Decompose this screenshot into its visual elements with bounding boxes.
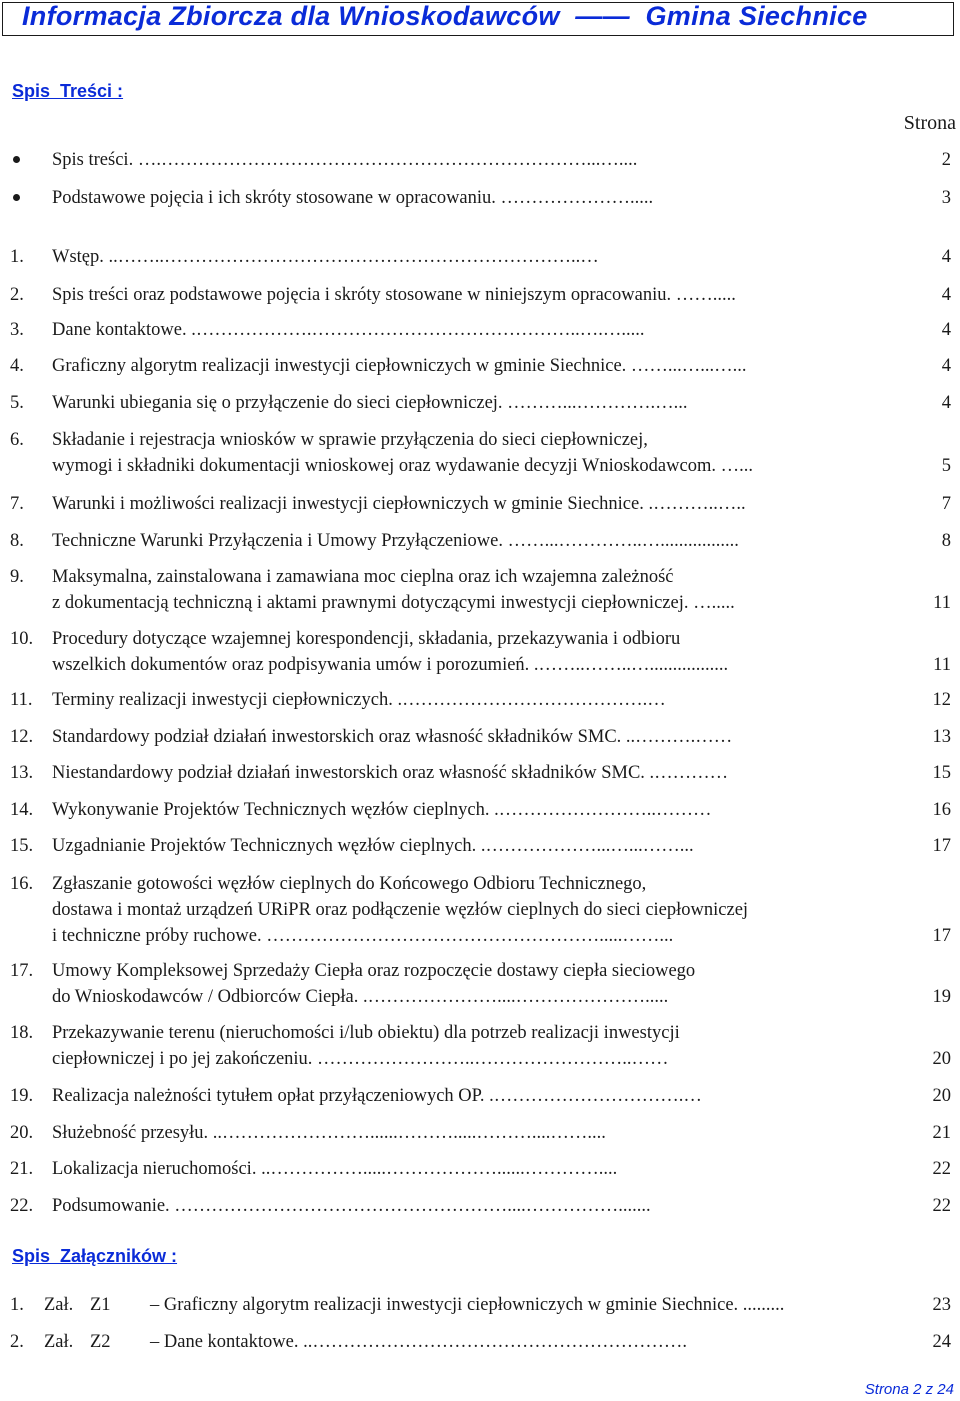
page-column-label: Strona [903,112,956,134]
toc-entry-number: 1. [10,247,24,267]
toc-entry-number: 11. [10,690,33,710]
toc-entry [0,318,960,342]
toc-entry-number: 10. [10,629,34,649]
toc-entry [0,1194,960,1218]
toc-entry [0,245,960,269]
toc-entry-page: 4 [941,285,951,305]
toc-entry-page: 21 [932,1123,951,1143]
toc-entry-number: 19. [10,1086,34,1106]
toc-entry-number: 3. [10,320,24,340]
toc-entry [0,354,960,378]
toc-entry-number: 4. [10,356,24,376]
toc-entry-number: 7. [10,494,24,514]
toc-entry-title: Spis treści oraz podstawowe pojęcia i skróty stosowane w niniejszym opracowaniu. ……..... [52,285,736,305]
toc-entry [0,725,960,749]
toc-entry-page: 16 [932,800,951,820]
toc-entry-title: Standardowy podział działań inwestorskich oraz własność składników SMC. ..……….…… [52,727,733,747]
toc-entry-page: 4 [941,320,951,340]
bullet-icon [13,194,20,201]
toc-entry-number: 9. [10,567,24,587]
toc-entry [0,391,960,415]
toc-entry [0,872,960,896]
toc-entry-page: 15 [932,763,951,783]
toc-entry-number: 2. [10,285,24,305]
attachment-label: Zał. [44,1295,74,1315]
toc-entry-title: Wstęp. ..……..…………………………………………………………..… [52,247,599,267]
toc-entry-title: Maksymalna, zainstalowana i zamawiana moc cieplna oraz ich wzajemna zależność [52,567,674,587]
attachment-label: Zał. [44,1332,74,1352]
toc-entry-title: Podstawowe pojęcia i ich skróty stosowane w opracowaniu. …………………..... [52,188,654,208]
toc-entry [0,627,960,651]
toc-entry-page: 4 [941,247,951,267]
attachment-number: 2. [10,1332,24,1352]
toc-entry-continuation [0,591,960,615]
toc-entry-title: z dokumentacją techniczną i aktami prawnymi dotyczącymi inwestycji ciepłowniczej. …..... [52,593,735,613]
toc-entry-continuation [0,924,960,948]
toc-entry [0,283,960,307]
toc-entry-page: 13 [932,727,951,747]
attachment-title: – Dane kontaktowe. ..……………………………………………………. [150,1332,687,1352]
toc-entry-number: 16. [10,874,34,894]
toc-heading: Spis Treści : [12,81,124,101]
toc-entry-page: 20 [932,1049,951,1069]
toc-entry-page: 8 [941,531,951,551]
toc-entry-number: 17. [10,961,34,981]
toc-entry-title: Spis treści. ….……………………………………………………………...….... [52,150,638,170]
toc-entry-page: 4 [941,356,951,376]
toc-entry-title: Umowy Kompleksowej Sprzedaży Ciepła oraz rozpoczęcie dostawy ciepła sieciowego [52,961,696,981]
attachment-entry [0,1293,960,1317]
toc-entry-page: 11 [933,593,951,613]
toc-entry-number: 14. [10,800,34,820]
toc-entry-number: 12. [10,727,34,747]
toc-entry [0,1084,960,1108]
attachment-page: 24 [932,1332,951,1352]
toc-entry [0,1021,960,1045]
toc-entry-title: ciepłowniczej i po jej zakończeniu. ……………………..……………………..…… [52,1049,669,1069]
toc-entry-page: 22 [932,1196,951,1216]
toc-entry-title: i techniczne próby ruchowe. ……………………………………………….....……... [52,926,674,946]
toc-entry-page: 7 [941,494,951,514]
toc-entry-page: 3 [941,188,951,208]
toc-entry-title: Terminy realizacji inwestycji ciepłowniczych. .………………………………….… [52,690,666,710]
toc-entry-number: 18. [10,1023,34,1043]
toc-entry-title: Realizacja należności tytułem opłat przyłączeniowych OP. .………………………….… [52,1086,702,1106]
toc-entry-title: Uzgadnianie Projektów Technicznych węzłów cieplnych. .………………...…...……... [52,836,694,856]
toc-entry-number: 13. [10,763,34,783]
bullet-icon [13,156,20,163]
toc-entry-number: 22. [10,1196,34,1216]
attachment-page: 23 [932,1295,951,1315]
toc-entry [0,148,960,172]
toc-entry-number: 8. [10,531,24,551]
page-footer: Strona 2 z 24 [864,1381,954,1398]
toc-entry-title: wszelkich dokumentów oraz podpisywania umów i porozumień. .……..……..…................. [52,655,729,675]
toc-entry-title: Służebność przesyłu. ..……………………......……….....………....…….... [52,1123,606,1143]
toc-entry-title: Warunki i możliwości realizacji inwestycji ciepłowniczych w gminie Siechnice. .………..….. [52,494,746,514]
toc-entry-page: 11 [933,655,951,675]
toc-entry-page: 17 [932,836,951,856]
toc-entry [0,565,960,589]
toc-entry-title: Podsumowanie. ………………………………………………....……………....... [52,1196,651,1216]
toc-entry [0,798,960,822]
toc-entry-page: 17 [932,926,951,946]
toc-entry-title: dostawa i montaż urządzeń URiPR oraz podłączenie węzłów cieplnych do sieci ciepłowniczej [52,900,749,920]
toc-entry-number: 5. [10,393,24,413]
toc-entry-page: 5 [941,456,951,476]
toc-entry-continuation [0,898,960,922]
toc-entry-title: Techniczne Warunki Przyłączenia i Umowy Przyłączeniowe. ……...…………..…................. [52,531,739,551]
toc-entry-title: Zgłaszanie gotowości węzłów cieplnych do Końcowego Odbioru Technicznego, [52,874,647,894]
toc-entry-title: do Wnioskodawców / Odbiorców Ciepła. .…………………....…………………..... [52,987,669,1007]
toc-entry [0,1121,960,1145]
toc-entry-number: 6. [10,430,24,450]
toc-entry-number: 20. [10,1123,34,1143]
toc-entry-page: 12 [932,690,951,710]
toc-entry-page: 4 [941,393,951,413]
toc-entry-title: Graficzny algorytm realizacji inwestycji ciepłowniczych w gminie Siechnice. ……...…...…... [52,356,747,376]
toc-entry [0,428,960,452]
toc-entry-continuation [0,653,960,677]
attachment-code: Z1 [90,1295,111,1315]
attachment-code: Z2 [90,1332,111,1352]
toc-entry-continuation [0,454,960,478]
toc-entry-page: 20 [932,1086,951,1106]
toc-entry-continuation [0,1047,960,1071]
document-title: Informacja Zbiorcza dla Wnioskodawców —— Gmina Siechnice [22,1,868,31]
toc-entry [0,186,960,210]
toc-entry [0,959,960,983]
toc-entry-title: Procedury dotyczące wzajemnej korespondencji, składania, przekazywania i odbioru [52,629,681,649]
toc-entry-title: Niestandardowy podział działań inwestorskich oraz własność składników SMC. .………… [52,763,729,783]
toc-entry [0,688,960,712]
toc-entry-title: Wykonywanie Projektów Technicznych węzłów cieplnych. .……………………..……… [52,800,712,820]
toc-entry-continuation [0,985,960,1009]
toc-entry [0,1157,960,1181]
toc-entry-title: Lokalizacja nieruchomości. ..…………….....………………......………….... [52,1159,618,1179]
toc-entry-number: 15. [10,836,34,856]
toc-entry-page: 2 [941,150,951,170]
attachment-title: – Graficzny algorytm realizacji inwestycji ciepłowniczych w gminie Siechnice. ......... [150,1295,785,1315]
attachment-number: 1. [10,1295,24,1315]
toc-entry-title: Warunki ubiegania się o przyłączenie do sieci ciepłowniczej. ………...………….…... [52,393,688,413]
toc-entry-title: Składanie i rejestracja wniosków w sprawie przyłączenia do sieci ciepłowniczej, [52,430,648,450]
attachments-heading: Spis Załączników : [12,1246,178,1266]
toc-entry [0,834,960,858]
toc-entry [0,492,960,516]
attachment-entry [0,1330,960,1354]
toc-entry-title: Dane kontaktowe. .……………….……………………………………..….…..... [52,320,645,340]
toc-entry-number: 21. [10,1159,34,1179]
toc-entry-page: 19 [932,987,951,1007]
toc-entry [0,761,960,785]
toc-entry-title: wymogi i składniki dokumentacji wnioskowej oraz wydawanie decyzji Wnioskodawcom. …... [52,456,753,476]
toc-entry-page: 22 [932,1159,951,1179]
toc-entry-title: Przekazywanie terenu (nieruchomości i/lub obiektu) dla potrzeb realizacji inwestycji [52,1023,680,1043]
toc-entry [0,529,960,553]
